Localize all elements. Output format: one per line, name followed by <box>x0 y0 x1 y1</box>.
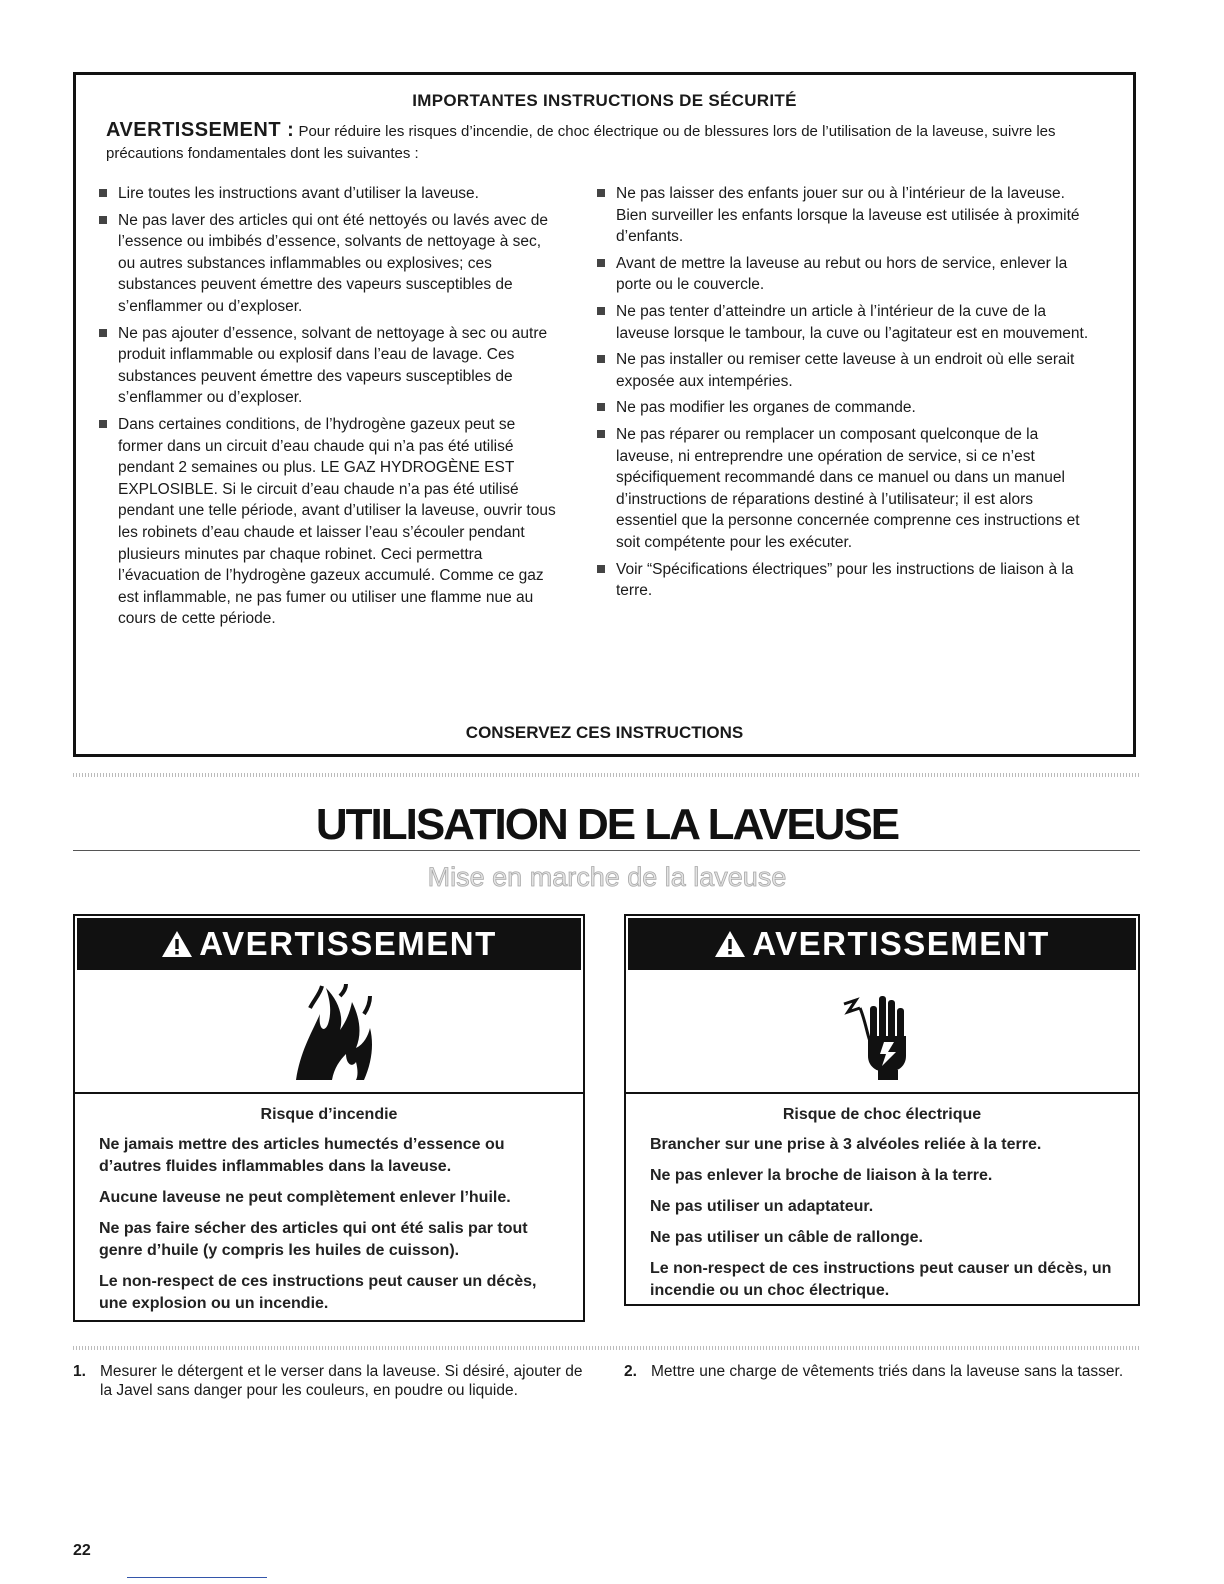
warning-heading: AVERTISSEMENT <box>199 925 497 962</box>
safety-footer: CONSERVEZ CES INSTRUCTIONS <box>465 723 744 742</box>
list-item: Ne pas modifier les organes de commande. <box>594 397 1094 419</box>
list-item: Ne pas ajouter d’essence, solvant de nettoyage à sec ou autre produit inflammable ou explosif dans l’eau de lavage. Ces substances peuvent émettre des vapeurs susceptibles de s’enflammer ou d’exploser. <box>96 323 556 409</box>
warning-line: Le non-respect de ces instructions peut causer un décès, une explosion ou un incendie. <box>99 1273 537 1312</box>
warning-line: Ne jamais mettre des articles humectés d’essence ou d’autres fluides inflammables dans la laveuse. <box>99 1136 505 1175</box>
warning-line: Ne pas enlever la broche de liaison à la terre. <box>650 1167 993 1184</box>
list-item: Ne pas installer ou remiser cette laveuse à un endroit où elle serait exposée aux intempéries. <box>594 349 1094 392</box>
step-number: 1. <box>73 1363 86 1380</box>
warning-text <box>626 1094 1138 1302</box>
warning-line: Aucune laveuse ne peut complètement enlever l’huile. <box>99 1189 511 1206</box>
list-item: Avant de mettre la laveuse au rebut ou hors de service, enlever la porte ou le couvercle. <box>594 253 1094 296</box>
shock-hazard-picture <box>626 972 1138 1094</box>
safety-column-right <box>594 183 1094 607</box>
intro-text: Pour réduire les risques d’incendie, de choc électrique ou de blessures lors de l’utilisation de la laveuse, suivre les précautions fondamentales dont les suivantes : <box>106 123 1056 162</box>
warning-heading: AVERTISSEMENT <box>752 925 1050 962</box>
square-bullet-icon <box>99 216 107 224</box>
step-2 <box>624 1362 1144 1381</box>
warning-text <box>75 1094 583 1315</box>
section-subtitle: Mise en marche de la laveuse <box>427 862 787 892</box>
warning-header <box>626 916 1138 972</box>
fire-hazard-picture <box>75 972 583 1094</box>
divider <box>73 773 1140 777</box>
step-1 <box>73 1362 593 1400</box>
warning-line: Brancher sur une prise à 3 alvéoles reliée à la terre. <box>650 1136 1042 1153</box>
square-bullet-icon <box>597 259 605 267</box>
warning-triangle-icon <box>161 930 193 958</box>
fire-icon <box>274 982 384 1082</box>
list-item: Voir “Spécifications électriques” pour les instructions de liaison à la terre. <box>594 559 1094 602</box>
section-title: UTILISATION DE LA LAVEUSE <box>315 800 899 849</box>
warning-keyword: AVERTISSEMENT : <box>106 119 295 141</box>
safety-title: IMPORTANTES INSTRUCTIONS DE SÉCURITÉ <box>412 91 797 110</box>
warning-header <box>75 916 583 972</box>
square-bullet-icon <box>597 403 605 411</box>
list-item: Ne pas réparer ou remplacer un composant quelconque de la laveuse, ni entreprendre une opération de service, si ce n’est spécifiquement recommandé dans ce manuel ou dans un manuel d’instructions de réparations destiné à l’utilisateur; il est alors essentiel que la personne concernée comprenne ces instructions et soit compétente pour les exécuter. <box>594 424 1094 554</box>
square-bullet-icon <box>597 355 605 363</box>
warning-line: Ne pas faire sécher des articles qui ont été salis par tout genre d’huile (y compris les huiles de cuisson). <box>99 1220 528 1259</box>
square-bullet-icon <box>99 420 107 428</box>
warning-line: Ne pas utiliser un câble de rallonge. <box>650 1229 923 1246</box>
warning-line: Ne pas utiliser un adaptateur. <box>650 1198 874 1215</box>
safety-column-left <box>96 183 556 635</box>
divider <box>73 1346 1140 1350</box>
square-bullet-icon <box>597 189 605 197</box>
list-item: Ne pas tenter d’atteindre un article à l’intérieur de la cuve de la laveuse lorsque le tambour, la cuve ou l’agitateur est en mouvement. <box>594 301 1094 344</box>
step-text: Mettre une charge de vêtements triés dans la laveuse sans la tasser. <box>651 1363 1124 1380</box>
square-bullet-icon <box>597 430 605 438</box>
safety-intro <box>106 119 1083 165</box>
list-item: Lire toutes les instructions avant d’utiliser la laveuse. <box>96 183 556 205</box>
warning-triangle-icon <box>714 930 746 958</box>
list-item: Ne pas laisser des enfants jouer sur ou à l’intérieur de la laveuse. Bien surveiller les enfants lorsque la laveuse est utilisée à proximité d’enfants. <box>594 183 1094 248</box>
warning-line: Le non-respect de ces instructions peut causer un décès, un incendie ou un choc électrique. <box>650 1260 1112 1299</box>
hazard-label: Risque d’incendie <box>260 1106 398 1123</box>
step-number: 2. <box>624 1363 637 1380</box>
step-text: Mesurer le détergent et le verser dans la laveuse. Si désiré, ajouter de la Javel sans danger pour les couleurs, en poudre ou liquide. <box>100 1363 583 1399</box>
square-bullet-icon <box>99 189 107 197</box>
hazard-label: Risque de choc électrique <box>782 1106 982 1123</box>
page-number: 22 <box>73 1542 91 1559</box>
square-bullet-icon <box>99 329 107 337</box>
list-item: Ne pas laver des articles qui ont été nettoyés ou lavés avec de l’essence ou imbibés d’essence, solvants de nettoyage à sec, ou autres substances inflammables ou explosives; ces substances peuvent émettre des vapeurs susceptibles de s’enflammer ou d’exploser. <box>96 210 556 318</box>
electric-shock-hand-icon <box>842 982 922 1082</box>
list-item: Dans certaines conditions, de l’hydrogène gazeux peut se former dans un circuit d’eau chaude qui n’a pas été utilisé pendant 2 semaines ou plus. LE GAZ HYDROGÈNE EST EXPLOSIBLE. Si le circuit d’eau chaude n’a pas été utilisé pendant une telle période, avant d’utiliser la laveuse, ouvrir tous les robinets d’eau chaude et laisser l’eau s’écouler pendant plusieurs minutes par chaque robinet. Ceci permettra l’évacuation de l’hydrogène gazeux accumulé. Comme ce gaz est inflammable, ne pas fumer ou utiliser une flamme nue au cours de cette période. <box>96 414 556 630</box>
shock-warning-box <box>624 914 1140 1306</box>
square-bullet-icon <box>597 307 605 315</box>
divider <box>73 850 1140 851</box>
fire-warning-box <box>73 914 585 1322</box>
square-bullet-icon <box>597 565 605 573</box>
footer-rule <box>127 1577 267 1578</box>
safety-instructions-box <box>73 72 1136 757</box>
